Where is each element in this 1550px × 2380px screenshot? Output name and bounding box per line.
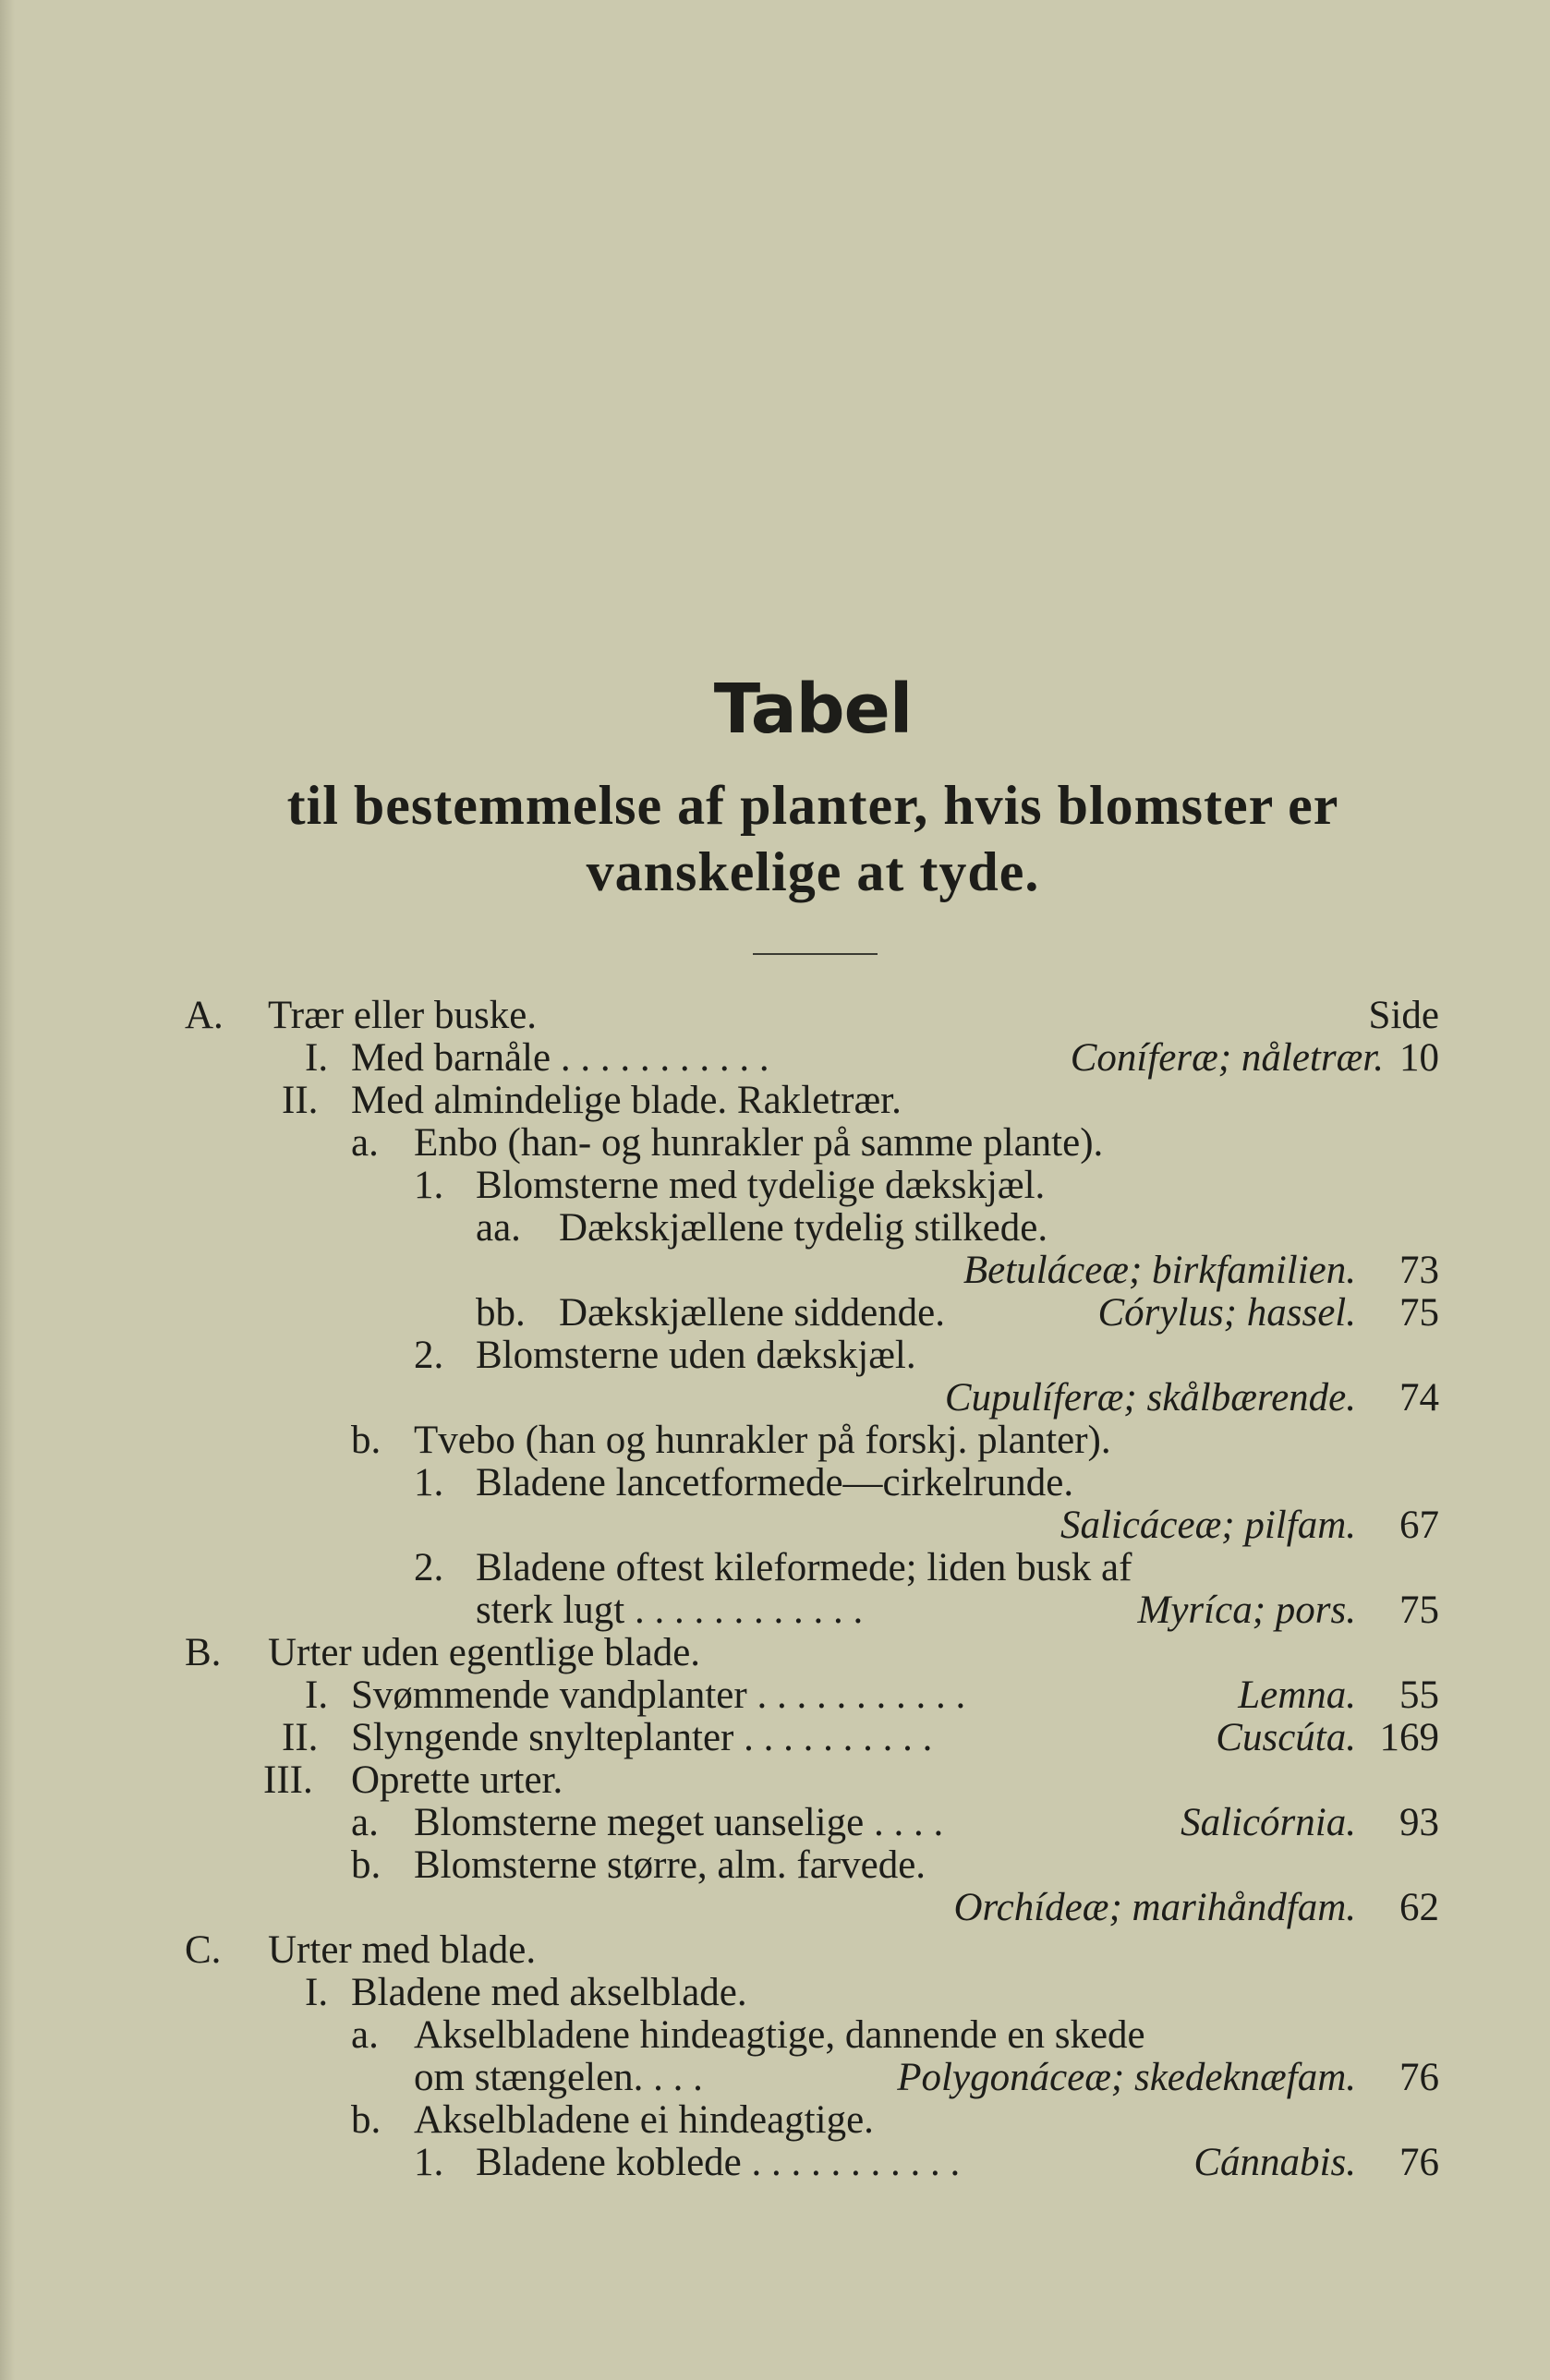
table-row xyxy=(0,1802,1550,1844)
row-text: Med barnåle . . . . . . . . . . . xyxy=(351,1036,769,1080)
table-row xyxy=(0,2057,1550,2099)
row-page: 75 xyxy=(1399,1291,1439,1335)
row-page: 76 xyxy=(1399,2141,1439,2184)
row-text: Blomsterne med tydelige dækskjæl. xyxy=(476,1164,1046,1207)
row-page: 74 xyxy=(1399,1376,1439,1420)
row-page: 55 xyxy=(1399,1673,1439,1717)
row-page: 93 xyxy=(1399,1801,1439,1844)
row-text: Med almindelige blade. Rakletrær. xyxy=(351,1079,902,1122)
row-text: Blomsterne meget uanselige . . . . xyxy=(414,1801,944,1844)
row-label: a. xyxy=(351,2013,379,2057)
table-row xyxy=(0,1292,1550,1335)
row-page: 67 xyxy=(1399,1504,1439,1547)
row-label: b. xyxy=(351,1419,381,1462)
table-row xyxy=(0,1122,1550,1165)
row-label: B. xyxy=(185,1631,222,1674)
row-label: 2. xyxy=(414,1334,444,1377)
side-header: Side xyxy=(1368,994,1439,1037)
row-text: Bladene koblede . . . . . . . . . . . xyxy=(476,2141,961,2184)
table-row xyxy=(0,1165,1550,1207)
row-text: Akselbladene hindeagtige, dannende en skede xyxy=(414,2013,1145,2057)
row-latin: Polygonáceæ; skedeknæfam. xyxy=(897,2056,1356,2099)
table-row xyxy=(0,1462,1550,1504)
row-latin: Salicáceæ; pilfam. xyxy=(1060,1504,1356,1547)
row-latin: Myríca; pors. xyxy=(1137,1589,1356,1632)
row-label: 1. xyxy=(414,2141,444,2184)
table-row xyxy=(0,1759,1550,1802)
table-row xyxy=(0,1420,1550,1462)
row-page: 76 xyxy=(1399,2056,1439,2099)
row-text: Blomsterne større, alm. farvede. xyxy=(414,1843,926,1887)
subtitle-line-2: vanskelige at tyde. xyxy=(586,841,1040,902)
row-text: Bladene med akselblade. xyxy=(351,1971,747,2014)
row-page: 62 xyxy=(1399,1886,1439,1929)
row-text: Bladene oftest kileformede; liden busk af xyxy=(476,1546,1132,1589)
row-text: Tvebo (han og hunrakler på forskj. planter). xyxy=(414,1419,1111,1462)
row-text: Slyngende snylteplanter . . . . . . . . . . xyxy=(351,1716,933,1759)
table-row xyxy=(0,1887,1550,1929)
table-row xyxy=(0,1589,1550,1632)
row-text: Svømmende vandplanter . . . . . . . . . . . xyxy=(351,1673,966,1717)
row-label: 2. xyxy=(414,1546,444,1589)
page-title: Tabel xyxy=(713,670,913,749)
row-latin: Córylus; hassel. xyxy=(1097,1291,1356,1335)
row-text: Blomsterne uden dækskjæl. xyxy=(476,1334,916,1377)
row-latin: Lemna. xyxy=(1238,1673,1356,1717)
row-label: III. xyxy=(263,1758,313,1802)
table-row xyxy=(0,2099,1550,2142)
row-text: Urter uden egentlige blade. xyxy=(268,1631,701,1674)
row-label: a. xyxy=(351,1121,379,1165)
row-label: b. xyxy=(351,2098,381,2142)
table-row xyxy=(0,1377,1550,1420)
table-row xyxy=(0,1250,1550,1292)
row-text: Enbo (han- og hunrakler på samme plante). xyxy=(414,1121,1104,1165)
row-page: 75 xyxy=(1399,1589,1439,1632)
row-label: A. xyxy=(185,994,224,1037)
table-row xyxy=(0,1844,1550,1887)
row-text: Akselbladene ei hindeagtige. xyxy=(414,2098,874,2142)
subtitle-line-1: til bestemmelse af planter, hvis blomster er xyxy=(286,775,1339,836)
table-row xyxy=(0,995,1550,1037)
divider-rule xyxy=(753,953,878,955)
row-latin: Cuscúta. xyxy=(1216,1716,1356,1759)
table-row xyxy=(0,1632,1550,1674)
row-text: Oprette urter. xyxy=(351,1758,563,1802)
row-label: I. xyxy=(305,1036,329,1080)
table-row xyxy=(0,2014,1550,2057)
row-label: I. xyxy=(305,1673,329,1717)
row-label: bb. xyxy=(476,1291,526,1335)
row-text: Dækskjællene siddende. xyxy=(559,1291,946,1335)
table-row xyxy=(0,1547,1550,1589)
row-text: Trær eller buske. xyxy=(268,994,538,1037)
row-label: C. xyxy=(185,1928,222,1972)
row-label: a. xyxy=(351,1801,379,1844)
table-row xyxy=(0,1674,1550,1717)
row-label: II. xyxy=(282,1716,319,1759)
row-text: Urter med blade. xyxy=(268,1928,537,1972)
table-row xyxy=(0,1080,1550,1122)
row-page: 169 xyxy=(1379,1716,1439,1759)
row-label: II. xyxy=(282,1079,319,1122)
row-page: 73 xyxy=(1399,1249,1439,1292)
row-label: aa. xyxy=(476,1206,521,1250)
row-label: 1. xyxy=(414,1164,444,1207)
row-latin: Salicórnia. xyxy=(1181,1801,1356,1844)
row-text: sterk lugt . . . . . . . . . . . . xyxy=(476,1589,864,1632)
row-latin: Betuláceæ; birkfamilien. xyxy=(963,1249,1356,1292)
table-row xyxy=(0,1504,1550,1547)
table-row xyxy=(0,2142,1550,2184)
row-text: om stængelen. . . . xyxy=(414,2056,703,2099)
row-latin: Cupulíferæ; skålbærende. xyxy=(944,1376,1356,1420)
row-page: 10 xyxy=(1399,1036,1439,1080)
table-row xyxy=(0,1717,1550,1759)
row-label: I. xyxy=(305,1971,329,2014)
table-row xyxy=(0,1972,1550,2014)
table-row xyxy=(0,1335,1550,1377)
table-row xyxy=(0,1207,1550,1250)
table-row xyxy=(0,1929,1550,1972)
row-latin: Cánnabis. xyxy=(1193,2141,1356,2184)
row-text: Bladene lancetformede—cirkelrunde. xyxy=(476,1461,1074,1504)
row-label: b. xyxy=(351,1843,381,1887)
row-latin: Orchídeæ; marihåndfam. xyxy=(953,1886,1356,1929)
row-text: Dækskjællene tydelig stilkede. xyxy=(559,1206,1048,1250)
table-row xyxy=(0,1037,1550,1080)
row-latin: Coníferæ; nåletrær. xyxy=(1070,1036,1384,1080)
row-label: 1. xyxy=(414,1461,444,1504)
